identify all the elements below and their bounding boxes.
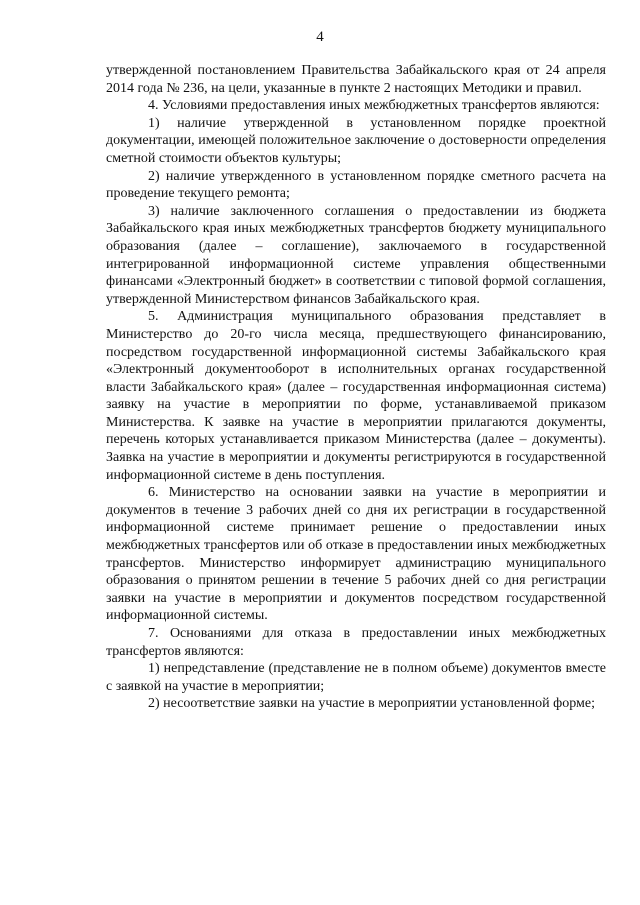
paragraph-item-7-1: 1) непредставление (представление не в полном объеме) документов вместе с заявкой на участие в мероприятии; — [106, 661, 606, 694]
document-body — [106, 62, 606, 713]
page-number: 4 — [316, 29, 324, 45]
paragraph-item-4: 4. Условиями предоставления иных межбюджетных трансфертов являются: — [148, 98, 600, 114]
paragraph-item-7: 7. Основаниями для отказа в предоставлении иных межбюджетных трансфертов являются: — [106, 626, 606, 659]
paragraph-item-6: 6. Министерство на основании заявки на участие в мероприятии и документов в течение 3 рабочих дней со дня их регистрации в государственной информационной системе принимает решение о предоставлении иных межбюджетных трансфертов или об отказе в предоставлении иных межбюджетных трансфертов. Министерство информирует администрацию муниципального образования о принятом решении в течение 5 рабочих дней со дня регистрации заявки на участие в мероприятии и документов посредством государственной информационной системы. — [106, 485, 606, 624]
paragraph-item-7-2: 2) несоответствие заявки на участие в мероприятии установленной форме; — [148, 696, 595, 712]
paragraph-item-5: 5. Администрация муниципального образования представляет в Министерство до 20-го числа месяца, предшествующего финансированию, посредством государственной информационной системы Забайкальского края «Электронный документооборот в исполнительных органах государственной власти Забайкальского края» (далее – государственная информационная система) заявку на участие в мероприятии по форме, устанавливаемой приказом Министерства. К заявке на участие в мероприятии прилагаются документы, перечень которых устанавливается приказом Министерства (далее – документы). Заявка на участие в мероприятии и документы регистрируются в государственной информационной системе в день поступления. — [106, 309, 606, 483]
paragraph-continuation: утвержденной постановлением Правительства Забайкальского края от 24 апреля 2014 года № 236, на цели, указанные в пункте 2 настоящих Методики и правил. — [106, 63, 606, 96]
paragraph-item-4-1: 1) наличие утвержденной в установленном порядке проектной документации, имеющей положительное заключение о достоверности определения сметной стоимости объектов культуры; — [106, 115, 606, 166]
paragraph-item-4-3: 3) наличие заключенного соглашения о предоставлении из бюджета Забайкальского края иных межбюджетных трансфертов бюджету муниципального образования (далее – соглашение), заключаемого в государственной интегрированной информационной системе управления общественными финансами «Электронный бюджет» в соответствии с типовой формой соглашения, утвержденной Министерством финансов Забайкальского края. — [106, 203, 606, 307]
paragraph-item-4-2: 2) наличие утвержденного в установленном порядке сметного расчета на проведение текущего ремонта; — [106, 168, 606, 202]
